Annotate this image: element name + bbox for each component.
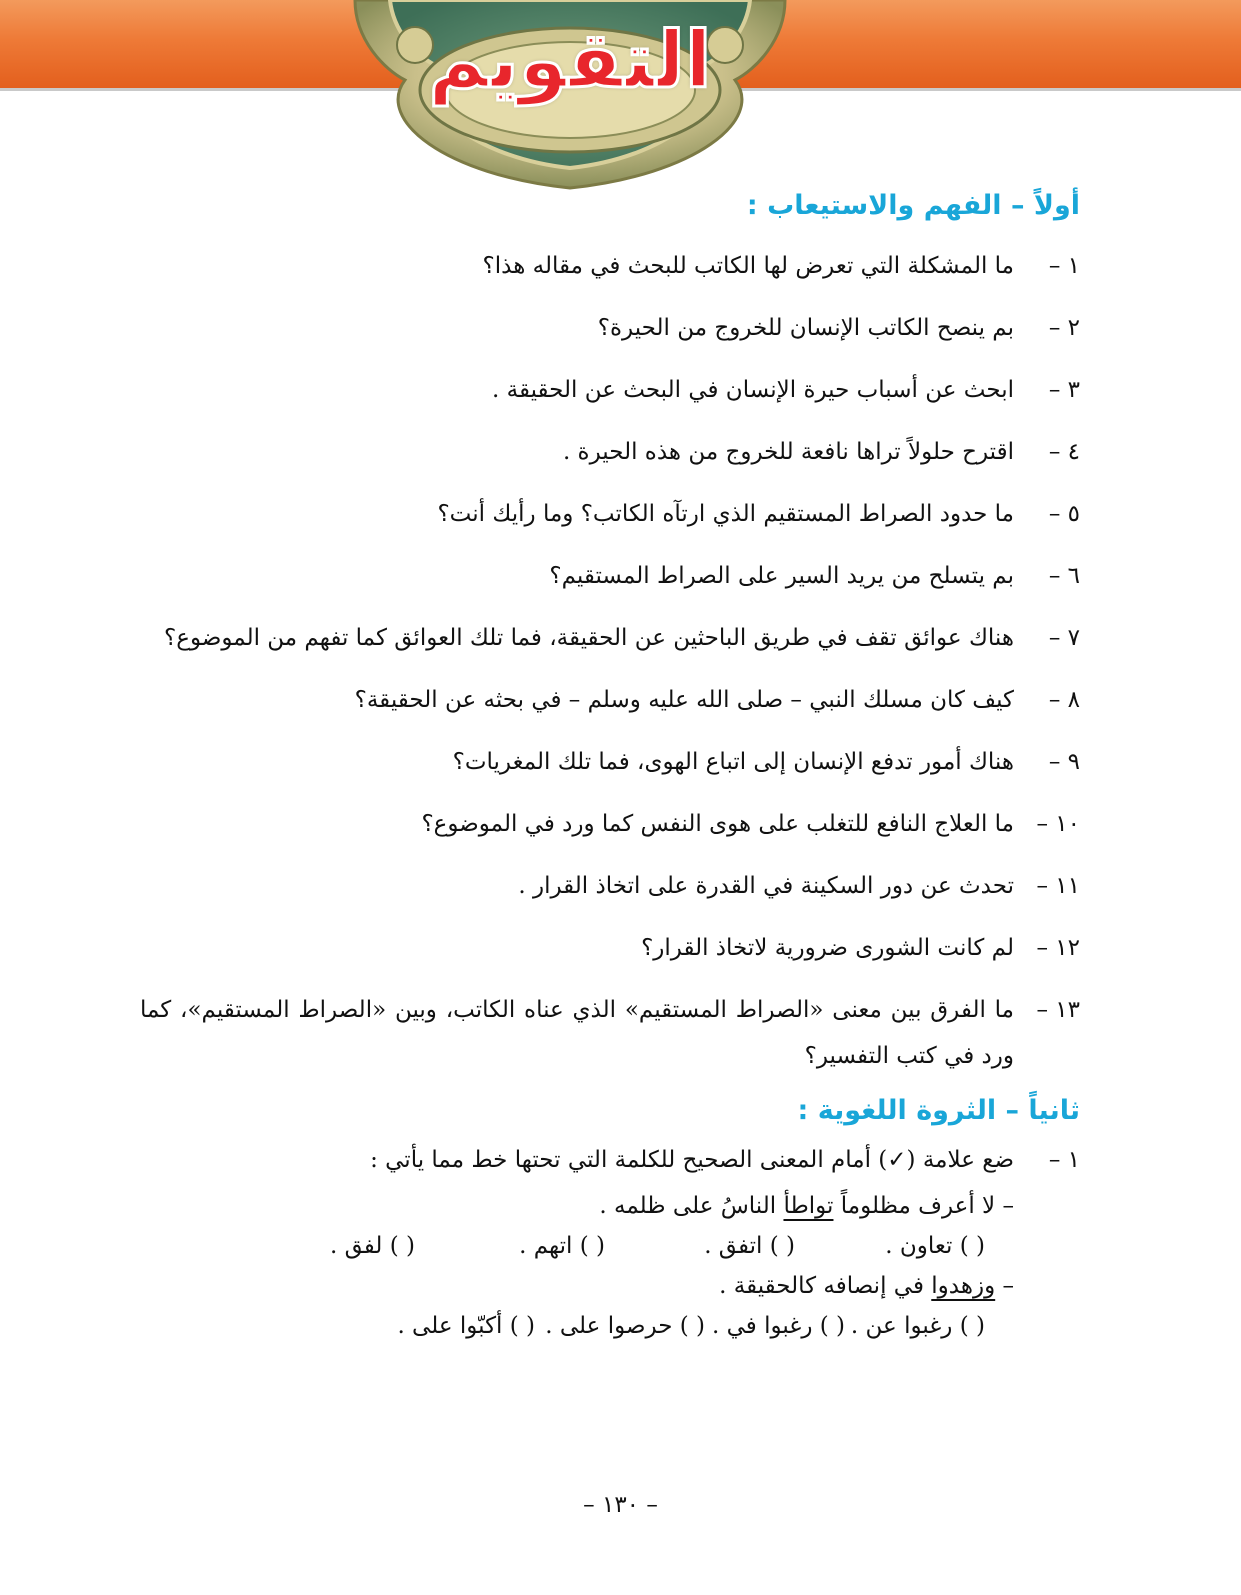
question-7	[140, 615, 1080, 661]
question-number: ٨ –	[1048, 687, 1080, 713]
sentence-text: لا أعرف مظلوماً	[833, 1193, 996, 1219]
question-number: ٩ –	[1048, 749, 1080, 775]
vocab-instruction	[140, 1140, 1080, 1180]
sentence-dash: –	[995, 1273, 1014, 1299]
question-number: ١٣ –	[1036, 997, 1080, 1023]
option-choice[interactable]: ( ) اتهم .	[519, 1233, 605, 1259]
question-number: ١٢ –	[1036, 935, 1080, 961]
question-12	[140, 925, 1080, 971]
question-text: لم كانت الشورى ضرورية لاتخاذ القرار؟	[641, 935, 1014, 961]
option-choice[interactable]: ( ) أكبّوا على .	[397, 1313, 535, 1339]
sentence-2	[140, 1266, 1080, 1306]
question-text: تحدث عن دور السكينة في القدرة على اتخاذ القرار .	[518, 873, 1014, 899]
sentence-1	[140, 1186, 1080, 1226]
question-5	[140, 491, 1080, 537]
question-4	[140, 429, 1080, 475]
question-text: بم ينصح الكاتب الإنسان للخروج من الحيرة؟	[597, 315, 1014, 341]
page-number: – ١٣٠ –	[583, 1492, 658, 1518]
question-text: ما العلاج النافع للتغلب على هوى النفس كما ورد في الموضوع؟	[421, 811, 1014, 837]
options-row-1	[140, 1226, 1080, 1266]
option-choice[interactable]: ( ) لفق .	[329, 1233, 415, 1259]
question-number: ٦ –	[1048, 563, 1080, 589]
question-2	[140, 305, 1080, 351]
option-choice[interactable]: ( ) رغبوا في .	[711, 1313, 845, 1339]
question-8	[140, 677, 1080, 723]
question-text: هناك أمور تدفع الإنسان إلى اتباع الهوى، فما تلك المغريات؟	[452, 749, 1014, 775]
question-text: ما حدود الصراط المستقيم الذي ارتآه الكاتب؟ وما رأيك أنت؟	[437, 501, 1014, 527]
option-choice[interactable]: ( ) حرصوا على .	[545, 1313, 705, 1339]
question-text: ابحث عن أسباب حيرة الإنسان في البحث عن الحقيقة .	[491, 377, 1014, 403]
sentence-text: الناسُ على ظلمه .	[599, 1193, 784, 1219]
question-text: ما المشكلة التي تعرض لها الكاتب للبحث في مقاله هذا؟	[482, 253, 1014, 279]
question-number: ١١ –	[1036, 873, 1080, 899]
question-number: ٣ –	[1048, 377, 1080, 403]
question-number: ٤ –	[1048, 439, 1080, 465]
main-content	[140, 190, 1080, 1346]
question-number: ٢ –	[1048, 315, 1080, 341]
question-9	[140, 739, 1080, 785]
question-10	[140, 801, 1080, 847]
question-text: كيف كان مسلك النبي – صلى الله عليه وسلم – في بحثه عن الحقيقة؟	[354, 687, 1014, 713]
question-number: ٥ –	[1048, 501, 1080, 527]
question-3	[140, 367, 1080, 413]
question-number: ١٠ –	[1036, 811, 1080, 837]
question-13	[140, 987, 1080, 1079]
question-1	[140, 243, 1080, 289]
question-text: اقترح حلولاً تراها نافعة للخروج من هذه الحيرة .	[562, 439, 1014, 465]
underlined-word: تواطأ	[783, 1193, 834, 1219]
section-heading-vocabulary: ثانياً – الثروة اللغوية :	[797, 1095, 1080, 1126]
sentence-dash: –	[995, 1193, 1014, 1219]
question-11	[140, 863, 1080, 909]
section-heading-comprehension: أولاً – الفهم والاستيعاب :	[746, 190, 1080, 221]
option-choice[interactable]: ( ) اتفق .	[704, 1233, 795, 1259]
question-6	[140, 553, 1080, 599]
page-title: التقويم	[428, 16, 712, 106]
question-text: بم يتسلح من يريد السير على الصراط المستقيم؟	[549, 563, 1014, 589]
vocabulary-exercise	[140, 1140, 1080, 1346]
question-number: ١ –	[1048, 253, 1080, 279]
question-text: هناك عوائق تقف في طريق الباحثين عن الحقيقة، فما تلك العوائق كما تفهم من الموضوع؟	[164, 625, 1014, 651]
instruction-text: ضع علامة (✓) أمام المعنى الصحيح للكلمة التي تحتها خط مما يأتي :	[370, 1147, 1014, 1173]
option-choice[interactable]: ( ) تعاون .	[885, 1233, 985, 1259]
question-number: ١ –	[1048, 1147, 1080, 1173]
options-row-2	[140, 1306, 1080, 1346]
question-number: ٧ –	[1048, 625, 1080, 651]
question-text: ما الفرق بين معنى «الصراط المستقيم» الذي عناه الكاتب، وبين «الصراط المستقيم»، كما ورد في كتب التفسير؟	[140, 997, 1014, 1069]
sentence-text: في إنصافه كالحقيقة .	[719, 1273, 932, 1299]
underlined-word: وزهدوا	[931, 1273, 996, 1299]
option-choice[interactable]: ( ) رغبوا عن .	[850, 1313, 985, 1339]
